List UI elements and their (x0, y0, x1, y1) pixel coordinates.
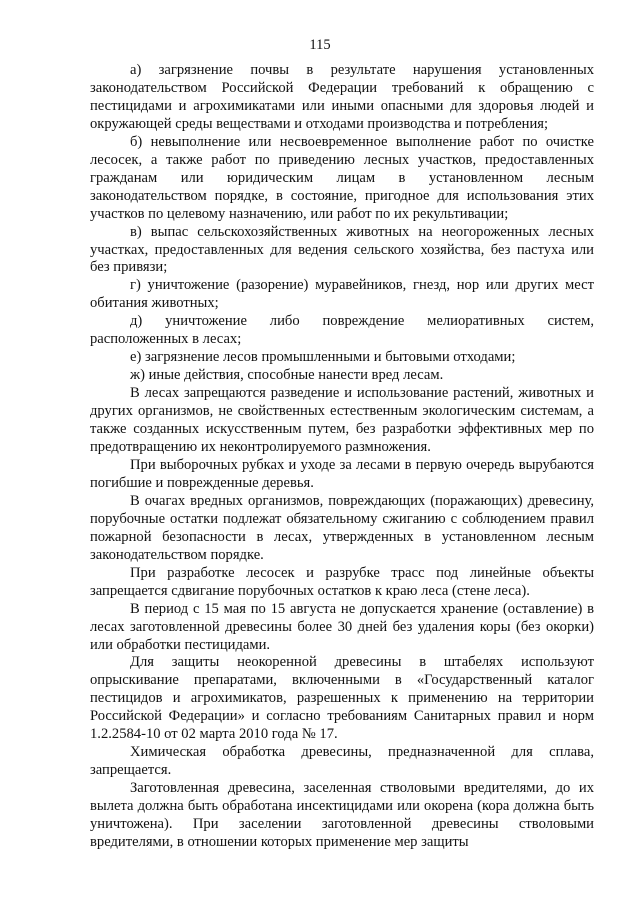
paragraph-storage-period: В период с 15 мая по 15 августа не допускается хранение (оставление) в лесах заготовленной древесины более 30 дней без удаления коры (без окорки) или обработки пестицидами. (90, 600, 594, 653)
document-body (90, 62, 594, 852)
paragraph-e: е) загрязнение лесов промышленными и бытовыми отходами; (130, 349, 516, 366)
paragraph-alien-species: В лесах запрещаются разведение и использование растений, животных и других организмов, не свойственных естественным экологическим системам, а также созданных искусственным путем, без разработки эффективных мер по предотвращению их неконтролируемого размножения. (90, 385, 594, 456)
paragraph-b: б) невыполнение или несвоевременное выполнение работ по очистке лесосек, а также работ по приведению лесных участков, предоставленных гражданам или юридическим лицам в установленном лесным законодательством порядке, в состояние, пригодное для использования этих участков по целевому назначению, или работ по их рекультивации; (90, 133, 594, 222)
paragraph-g: г) уничтожение (разорение) муравейников, гнезд, нор или других мест обитания животных; (90, 277, 594, 312)
paragraph-pest-foci: В очагах вредных организмов, повреждающих (поражающих) древесину, порубочные остатки подлежат обязательному сжиганию с соблюдением правил пожарной безопасности в лесах, утвержденных в установленном лесным законодательством порядке. (90, 492, 594, 563)
paragraph-infested-timber: Заготовленная древесина, заселенная стволовыми вредителями, до их вылета должна быть обработана инсектицидами или окорена (кора должна быть уничтожена). При заселении заготовленной древесины стволовыми вредителями, в отношении которых применение мер защиты (90, 780, 594, 850)
paragraph-selective-felling: При выборочных рубках и уходе за лесами в первую очередь вырубаются погибшие и поврежденные деревья. (90, 456, 594, 491)
paragraph-rafting: Химическая обработка древесины, предназначенной для сплава, запрещается. (90, 744, 594, 779)
paragraph-v: в) выпас сельскохозяйственных животных на неогороженных лесных участках, предоставленных для ведения сельского хозяйства, без пастуха или без привязи; (90, 223, 594, 276)
paragraph-d: д) уничтожение либо повреждение мелиоративных систем, расположенных в лесах; (90, 313, 594, 348)
paragraph-spraying: Для защиты неокоренной древесины в штабелях используют опрыскивание препаратами, включенными в «Государственный каталог пестицидов и агрохимикатов, разрешенных к применению на территории Российской Федерации» и согласно требованиям Санитарных правил и норм 1.2.2584-10 от 02 марта 2010 года № 17. (90, 654, 594, 743)
paragraph-a: а) загрязнение почвы в результате нарушения установленных законодательством Российской Федерации требований к обращению с пестицидами и агрохимикатами или иными опасными для здоровья людей и окружающей среды веществами и отходами производства и потребления; (90, 62, 594, 132)
page-number: 115 (309, 37, 331, 53)
paragraph-zh: ж) иные действия, способные нанести вред лесам. (130, 367, 444, 384)
paragraph-logging-residue: При разработке лесосек и разрубке трасс под линейные объекты запрещается сдвигание порубочных остатков к краю леса (стене леса). (90, 564, 594, 599)
